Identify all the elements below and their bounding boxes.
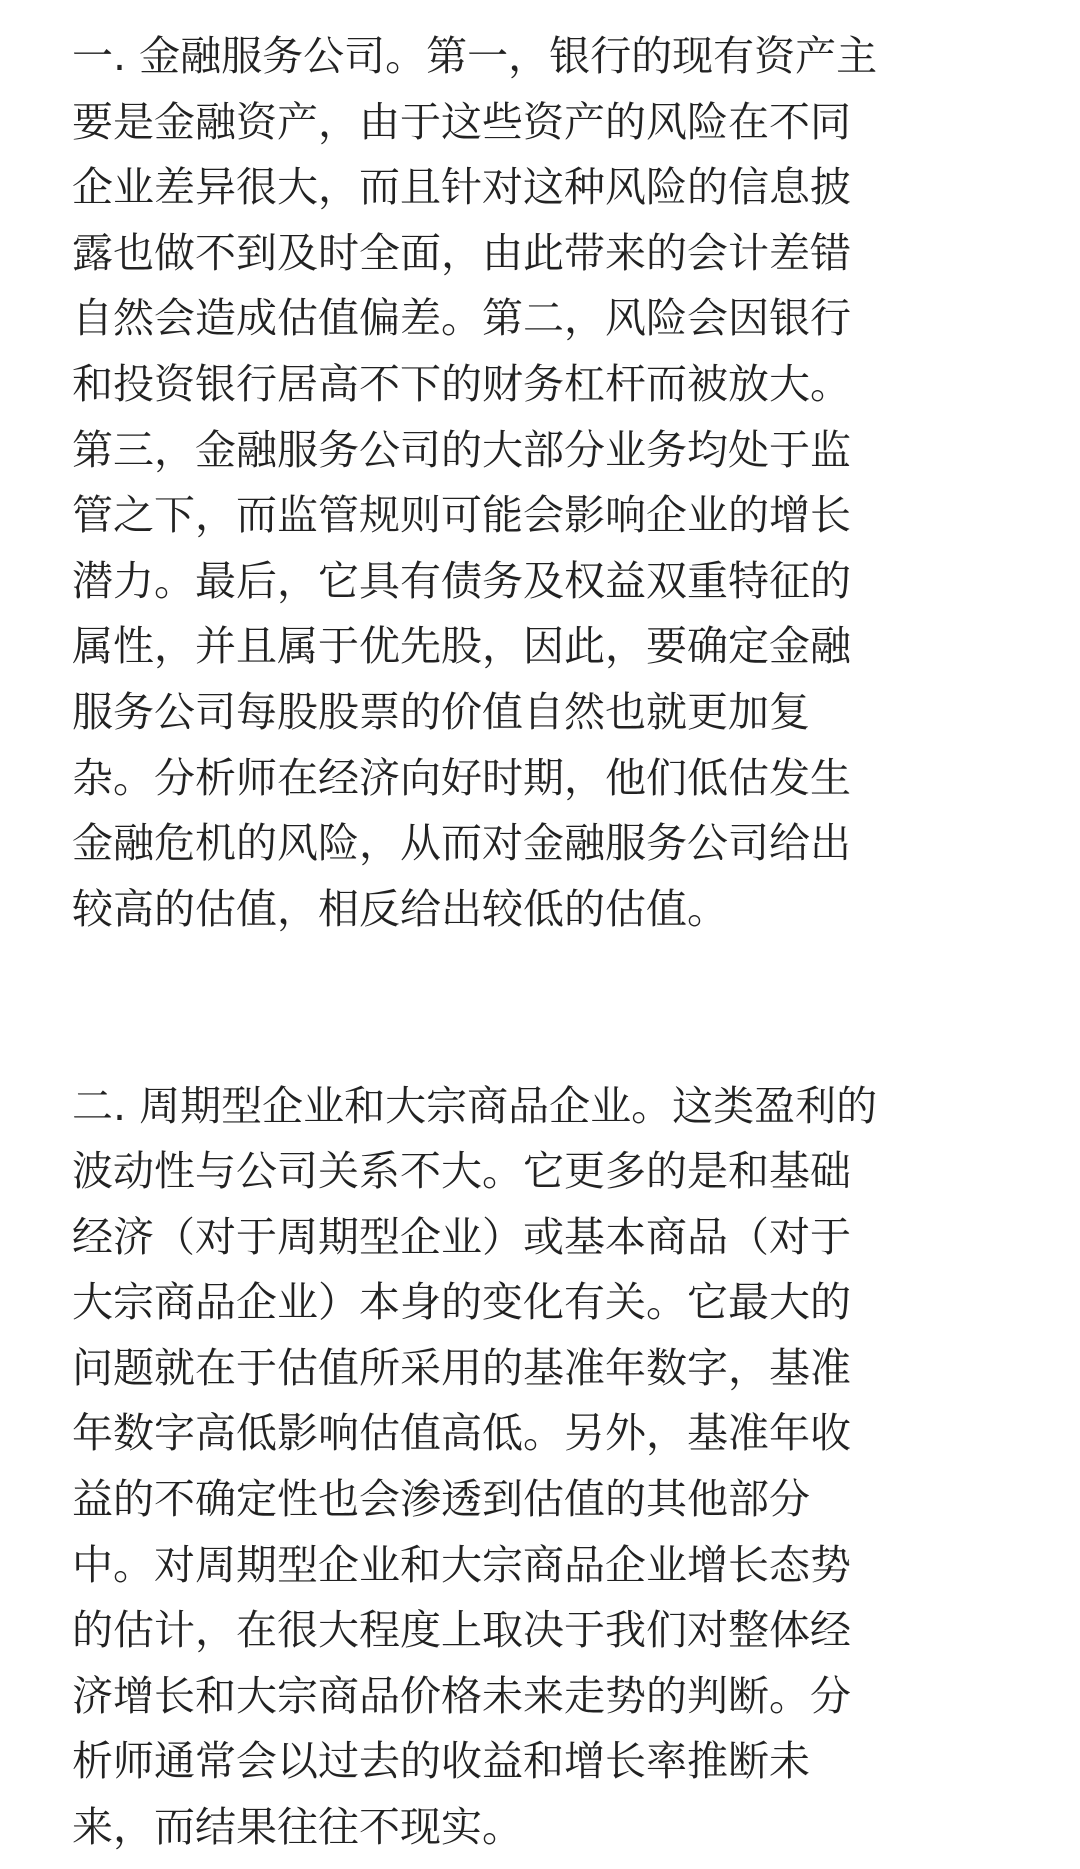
text-line: 益的不确定性也会渗透到估值的其他部分 <box>72 1475 810 1524</box>
text-line: 属性，并且属于优先股，因此，要确定金融 <box>72 622 851 671</box>
text-line: 一. 金融服务公司。第一，银行的现有资产主 <box>72 32 878 80</box>
article-body <box>72 24 1022 1861</box>
text-line: 二. 周期型企业和大宗商品企业。这类盈利的 <box>72 1081 878 1130</box>
text-line: 析师通常会以过去的收益和增长率推断未 <box>72 1737 810 1786</box>
text-line: 第三，金融服务公司的大部分业务均处于监 <box>72 425 851 474</box>
paragraph-financial-services <box>72 24 1022 942</box>
text-line: 问题就在于估值所采用的基准年数字，基准 <box>72 1343 851 1392</box>
text-line: 服务公司每股股票的价值自然也就更加复 <box>72 687 810 736</box>
text-line: 年数字高低影响估值高低。另外，基准年收 <box>72 1409 851 1458</box>
text-line: 和投资银行居高不下的财务杠杆而被放大。 <box>72 359 851 408</box>
text-line: 较高的估值，相反给出较低的估值。 <box>72 884 728 933</box>
text-line: 大宗商品企业）本身的变化有关。它最大的 <box>72 1278 851 1327</box>
text-line: 管之下，而监管规则可能会影响企业的增长 <box>72 491 851 540</box>
text-line: 金融危机的风险，从而对金融服务公司给出 <box>72 819 851 868</box>
text-line: 潜力。最后，它具有债务及权益双重特征的 <box>72 556 851 605</box>
text-line: 来，而结果往往不现实。 <box>72 1803 523 1852</box>
text-line: 经济（对于周期型企业）或基本商品（对于 <box>72 1212 851 1261</box>
text-line: 波动性与公司关系不大。它更多的是和基础 <box>72 1147 851 1196</box>
text-line: 企业差异很大，而且针对这种风险的信息披 <box>72 163 851 212</box>
text-line: 杂。分析师在经济向好时期，他们低估发生 <box>72 753 851 802</box>
paragraph-cyclical-commodity <box>72 1074 1022 1861</box>
text-line: 的估计，在很大程度上取决于我们对整体经 <box>72 1606 851 1655</box>
text-line: 济增长和大宗商品价格未来走势的判断。分 <box>72 1671 851 1720</box>
text-line: 露也做不到及时全面，由此带来的会计差错 <box>72 228 851 277</box>
paragraph-spacer <box>72 942 1022 1073</box>
text-line: 要是金融资产，由于这些资产的风险在不同 <box>72 97 851 146</box>
text-line: 中。对周期型企业和大宗商品企业增长态势 <box>72 1540 851 1589</box>
text-line: 自然会造成估值偏差。第二，风险会因银行 <box>72 294 851 343</box>
